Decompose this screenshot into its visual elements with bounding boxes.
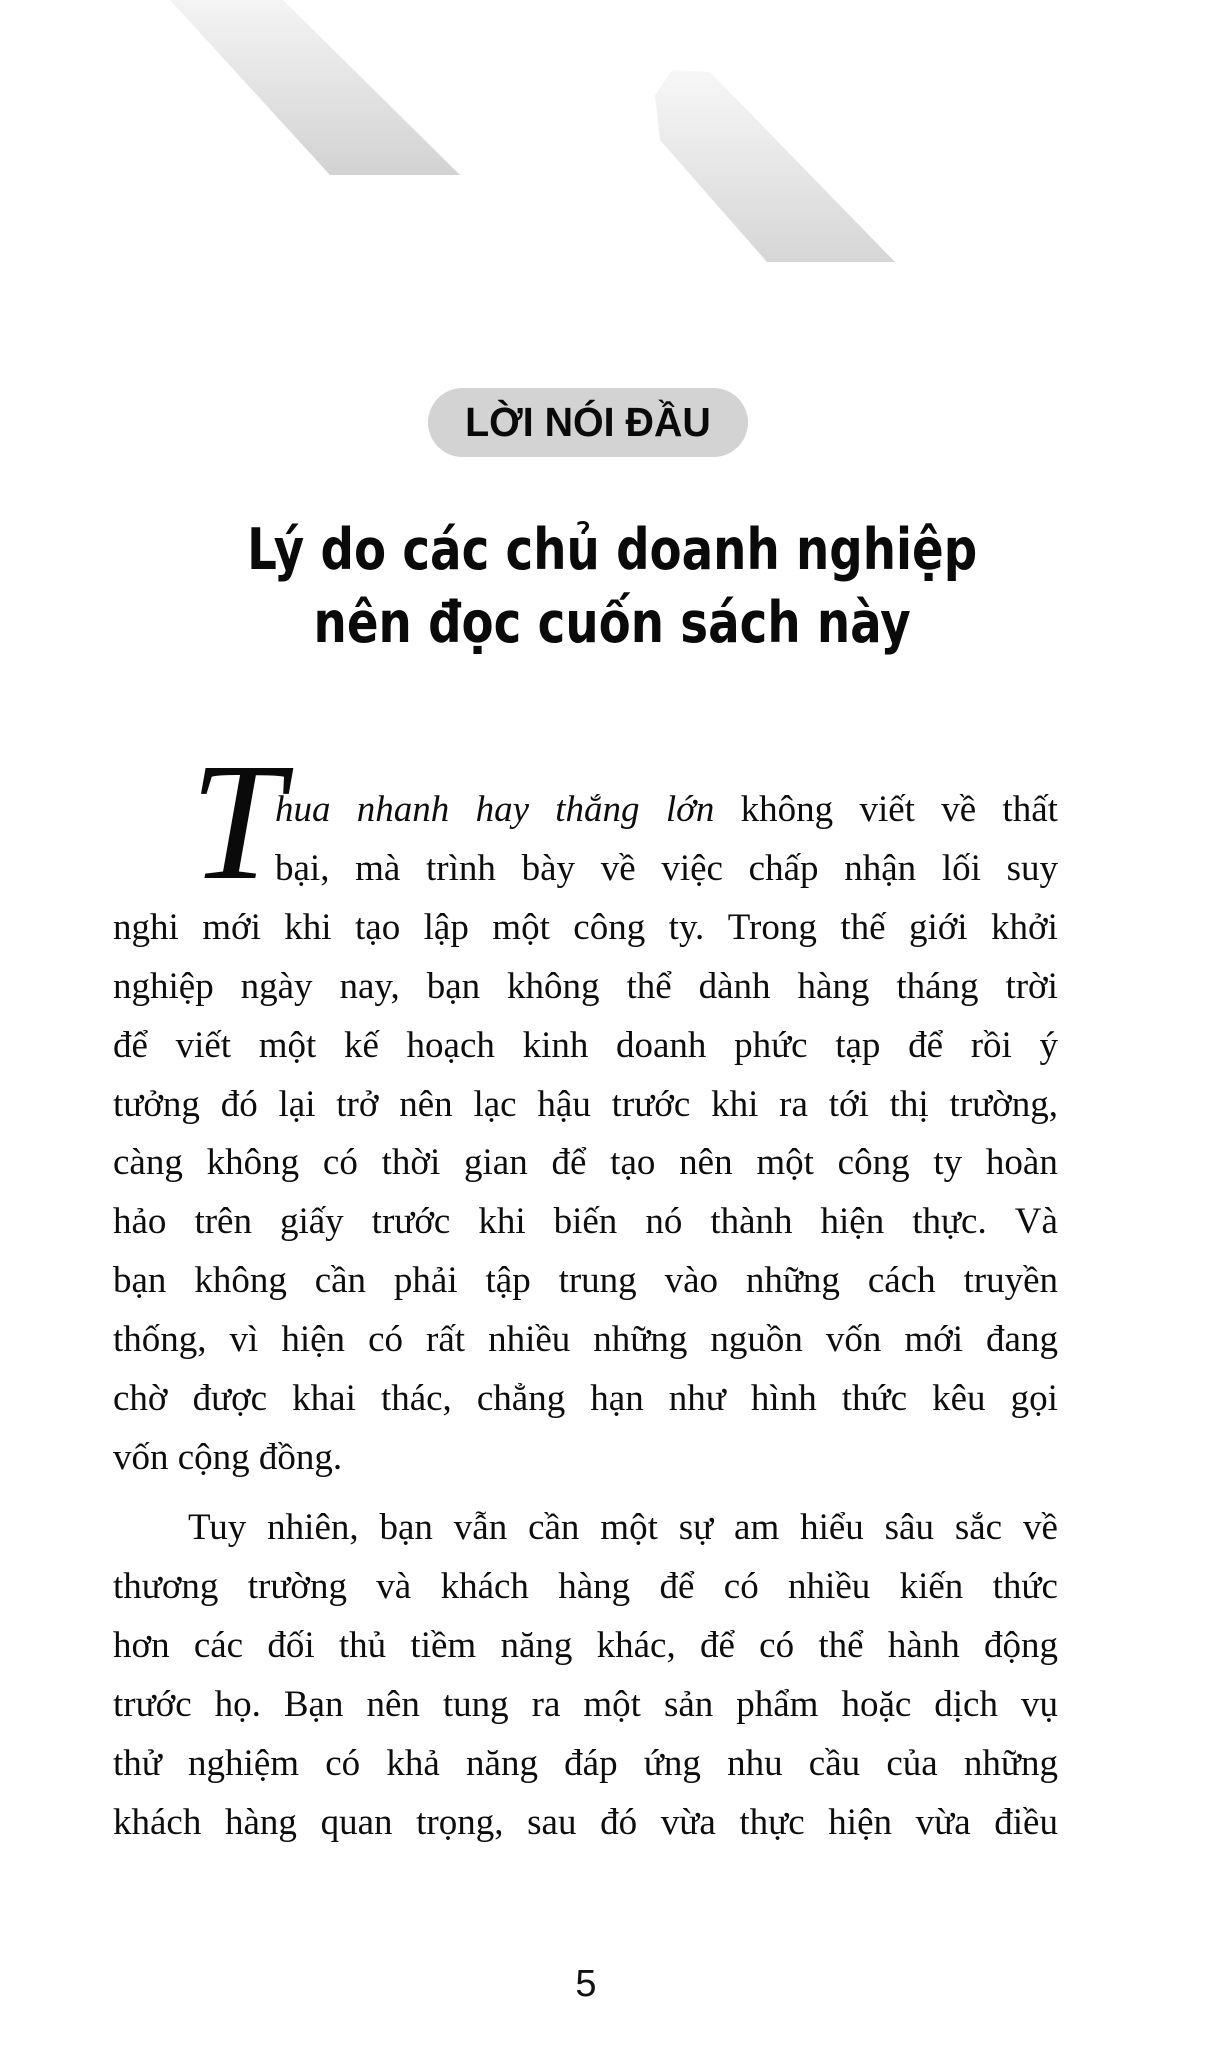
word: sâu	[884, 1507, 934, 1548]
word: thức	[992, 1565, 1058, 1607]
word: những	[593, 1319, 688, 1361]
page-title-line-1: Lý do các chủ doanh nghiệp	[247, 517, 978, 583]
word: vốn	[825, 1319, 882, 1361]
word: khai	[292, 1378, 356, 1419]
word: tiềm	[410, 1624, 477, 1666]
text-line	[113, 1377, 1058, 1421]
word: để	[699, 1624, 735, 1666]
word: hàng	[225, 1801, 297, 1843]
word: nên	[399, 1083, 453, 1125]
word: thế	[840, 906, 886, 948]
word: ứng	[643, 1742, 701, 1784]
word: chẳng	[476, 1378, 566, 1419]
word: trên	[194, 1201, 252, 1243]
word: thất	[1002, 789, 1058, 830]
word: nên	[679, 1142, 733, 1184]
word: am	[734, 1507, 780, 1548]
word: hàng	[797, 965, 870, 1007]
word: nhiều	[788, 1565, 871, 1607]
word: một	[258, 1024, 317, 1066]
word: được	[192, 1378, 268, 1419]
word: thủ	[338, 1624, 387, 1666]
word: trường,	[949, 1083, 1058, 1125]
word: thực.	[912, 1201, 987, 1243]
word: vừa	[660, 1801, 716, 1843]
word: đang	[986, 1319, 1058, 1361]
word: kế	[343, 1024, 379, 1066]
word: khả	[386, 1742, 440, 1784]
word: về	[600, 847, 636, 889]
word: quan	[320, 1801, 393, 1843]
word: nhiều	[488, 1319, 571, 1361]
word: rất	[426, 1319, 466, 1361]
word: công	[837, 1142, 910, 1184]
section-label: LỜI NÓI ĐẦU	[465, 399, 711, 445]
word: về	[941, 789, 977, 830]
word: tháng	[896, 965, 979, 1007]
word: một	[583, 1683, 641, 1725]
word: nghiệp	[113, 965, 214, 1007]
word: không	[194, 1260, 287, 1302]
text-line	[113, 1259, 1058, 1303]
text-line	[113, 1436, 1058, 1480]
word: hàng	[558, 1565, 631, 1607]
word: khi	[284, 906, 332, 948]
word: để	[908, 1024, 944, 1066]
word: nay,	[339, 965, 400, 1007]
word: khi	[478, 1201, 526, 1243]
word: kêu	[932, 1378, 986, 1419]
word: các	[193, 1624, 244, 1666]
text-line	[113, 965, 1058, 1009]
word: hoạch	[406, 1024, 495, 1066]
word: hậu	[537, 1083, 591, 1125]
word: không	[206, 1142, 300, 1184]
word: vụ	[1020, 1683, 1058, 1725]
word: nhanh	[356, 789, 450, 830]
stripe-shape-1	[170, 0, 460, 175]
word: nên	[366, 1683, 420, 1725]
word: khác,	[596, 1624, 676, 1666]
word: nó	[645, 1201, 683, 1243]
word: chấp	[748, 847, 819, 889]
word: hạn	[590, 1378, 644, 1419]
word: cách	[867, 1260, 936, 1302]
word: phải	[393, 1260, 458, 1302]
word: kinh	[522, 1024, 589, 1066]
word: tập	[485, 1260, 531, 1302]
word: khách	[440, 1565, 529, 1607]
word: có	[723, 1565, 759, 1607]
word: sau	[527, 1801, 577, 1843]
word: để	[113, 1024, 148, 1066]
word: phẩm	[736, 1683, 819, 1725]
text-line	[113, 1801, 1058, 1845]
word: trọng,	[416, 1801, 504, 1843]
text-line	[275, 847, 1058, 891]
word: thành	[710, 1201, 793, 1243]
word: hơn	[113, 1624, 170, 1666]
word: không	[740, 789, 834, 830]
word: hiện	[828, 1801, 892, 1843]
word: doanh	[616, 1024, 707, 1066]
word: giấy	[279, 1201, 344, 1243]
word: để	[551, 1142, 587, 1184]
word: ty	[933, 1142, 963, 1184]
word: vừa	[915, 1801, 971, 1843]
word: công	[573, 906, 646, 948]
word: thức	[841, 1378, 908, 1419]
word: thể	[818, 1624, 864, 1666]
word: năng	[500, 1624, 573, 1666]
word: Trong	[727, 906, 817, 948]
word: trước	[371, 1201, 451, 1243]
text-line	[113, 1200, 1058, 1244]
word: lạc	[473, 1083, 517, 1125]
word: khởi	[991, 906, 1058, 948]
word: thời	[381, 1142, 441, 1184]
word: trung	[558, 1260, 637, 1302]
word: sự	[678, 1507, 714, 1548]
text-line	[113, 1565, 1058, 1609]
word: thương	[113, 1565, 219, 1607]
stripe-shape-2	[655, 70, 895, 262]
word: kiến	[899, 1565, 964, 1607]
word: trở	[336, 1083, 379, 1125]
word: truyền	[963, 1260, 1058, 1302]
word: hua	[275, 789, 331, 830]
word: càng	[113, 1142, 183, 1184]
word: cần	[528, 1507, 580, 1548]
word: vì	[229, 1319, 259, 1361]
text-line	[113, 906, 1058, 950]
word: của	[886, 1742, 938, 1784]
word: thị	[889, 1083, 929, 1125]
word: biến	[553, 1201, 618, 1243]
decorative-stripe-left	[0, 0, 1225, 300]
word: có	[325, 1742, 361, 1784]
word: sản	[663, 1683, 714, 1725]
word: động	[984, 1624, 1058, 1666]
word: để	[659, 1565, 695, 1607]
word: trời	[1005, 965, 1058, 1007]
word: một	[756, 1142, 814, 1184]
word: ty.	[668, 906, 705, 948]
word: nhiên,	[267, 1507, 359, 1548]
drop-cap: T	[190, 729, 284, 915]
word: họ.	[214, 1683, 261, 1725]
word: có	[322, 1142, 358, 1184]
text-line	[113, 1083, 1058, 1127]
word: nhận	[844, 847, 917, 889]
word: việc	[661, 847, 723, 889]
word: trình	[426, 847, 496, 889]
word: mới	[904, 1319, 964, 1361]
word: như	[668, 1378, 726, 1419]
text-line	[275, 788, 1058, 832]
word: cần	[314, 1260, 367, 1302]
word: lối	[941, 847, 981, 889]
page-title-line-2: nên đọc cuốn sách này	[313, 590, 912, 656]
word: vào	[664, 1260, 718, 1302]
word: lớn	[665, 789, 715, 830]
word: giới	[908, 906, 968, 948]
word: dành	[698, 965, 771, 1007]
word: bại,	[275, 847, 330, 889]
word: nguồn	[710, 1319, 803, 1361]
word: năng	[466, 1742, 538, 1784]
text-line	[188, 1506, 1058, 1550]
word: tạo	[610, 1142, 656, 1184]
text-line	[113, 1141, 1058, 1185]
word: thống,	[113, 1319, 207, 1361]
word: đối	[267, 1624, 315, 1666]
word: bạn	[113, 1260, 167, 1302]
word: Và	[1014, 1201, 1058, 1243]
word: bạn	[426, 965, 481, 1007]
word: tung	[442, 1683, 509, 1725]
word: mới	[202, 906, 261, 948]
word: khi	[711, 1083, 759, 1125]
word: có	[368, 1319, 403, 1361]
word: về	[1022, 1507, 1058, 1548]
word: một	[600, 1507, 658, 1548]
word: những	[963, 1742, 1058, 1784]
word: viết	[175, 1024, 232, 1066]
word: sắc	[954, 1507, 1003, 1548]
word: thử	[113, 1742, 162, 1784]
word: và	[376, 1565, 412, 1607]
word: hay	[475, 789, 529, 830]
word: hành	[887, 1624, 960, 1666]
word: hình	[750, 1378, 817, 1419]
word: gian	[464, 1142, 528, 1184]
page-number: 5	[575, 1963, 597, 2005]
word: đó	[220, 1083, 258, 1125]
text-line	[113, 1024, 1058, 1068]
word: có	[759, 1624, 795, 1666]
word: nghiệm	[188, 1742, 300, 1784]
section-badge	[428, 388, 748, 457]
word: tạp	[835, 1024, 881, 1066]
word: tới	[828, 1083, 869, 1125]
word: lại	[278, 1083, 316, 1125]
word: không	[507, 965, 600, 1007]
word: ý	[1039, 1024, 1058, 1066]
word: hiện	[820, 1201, 885, 1243]
word: tạo	[355, 906, 401, 948]
word: bạn	[379, 1507, 433, 1548]
word: chờ	[113, 1378, 168, 1419]
word: mà	[355, 847, 401, 889]
word: nghi	[113, 906, 179, 948]
word: nhu	[727, 1742, 783, 1784]
word: tưởng	[113, 1083, 200, 1125]
word: hiện	[281, 1319, 346, 1361]
word: suy	[1006, 847, 1058, 889]
word: vẫn	[453, 1507, 508, 1548]
word: Bạn	[283, 1683, 344, 1725]
text-line	[113, 1624, 1058, 1668]
word: đó	[600, 1801, 638, 1843]
word: thác,	[380, 1378, 452, 1419]
word: ngày	[240, 965, 313, 1007]
word: vốn cộng đồng.	[113, 1436, 343, 1478]
word: bày	[521, 847, 576, 889]
word: hoặc	[841, 1683, 912, 1725]
word: cầu	[808, 1742, 861, 1784]
word: Tuy	[188, 1507, 247, 1548]
word: đáp	[564, 1742, 618, 1784]
word: điều	[994, 1801, 1058, 1843]
word: hảo	[113, 1201, 167, 1243]
word: trước	[611, 1083, 691, 1125]
word: thắng	[555, 789, 640, 830]
word: ra	[531, 1683, 561, 1725]
word: rồi	[970, 1024, 1012, 1066]
word: khách	[113, 1801, 202, 1843]
word: một	[492, 906, 550, 948]
word: gọi	[1010, 1378, 1058, 1419]
word: lập	[423, 906, 469, 948]
word: phức	[734, 1024, 808, 1066]
word: trường	[247, 1565, 347, 1607]
text-line	[113, 1683, 1058, 1727]
word: ra	[779, 1083, 808, 1125]
text-line	[113, 1742, 1058, 1786]
word: hoàn	[985, 1142, 1058, 1184]
word: những	[745, 1260, 840, 1302]
word: thể	[626, 965, 672, 1007]
word: dịch	[934, 1683, 998, 1725]
text-line	[113, 1318, 1058, 1362]
word: hiểu	[800, 1507, 864, 1548]
word: thực	[739, 1801, 805, 1843]
word: viết	[859, 789, 915, 830]
word: trước	[113, 1683, 192, 1725]
